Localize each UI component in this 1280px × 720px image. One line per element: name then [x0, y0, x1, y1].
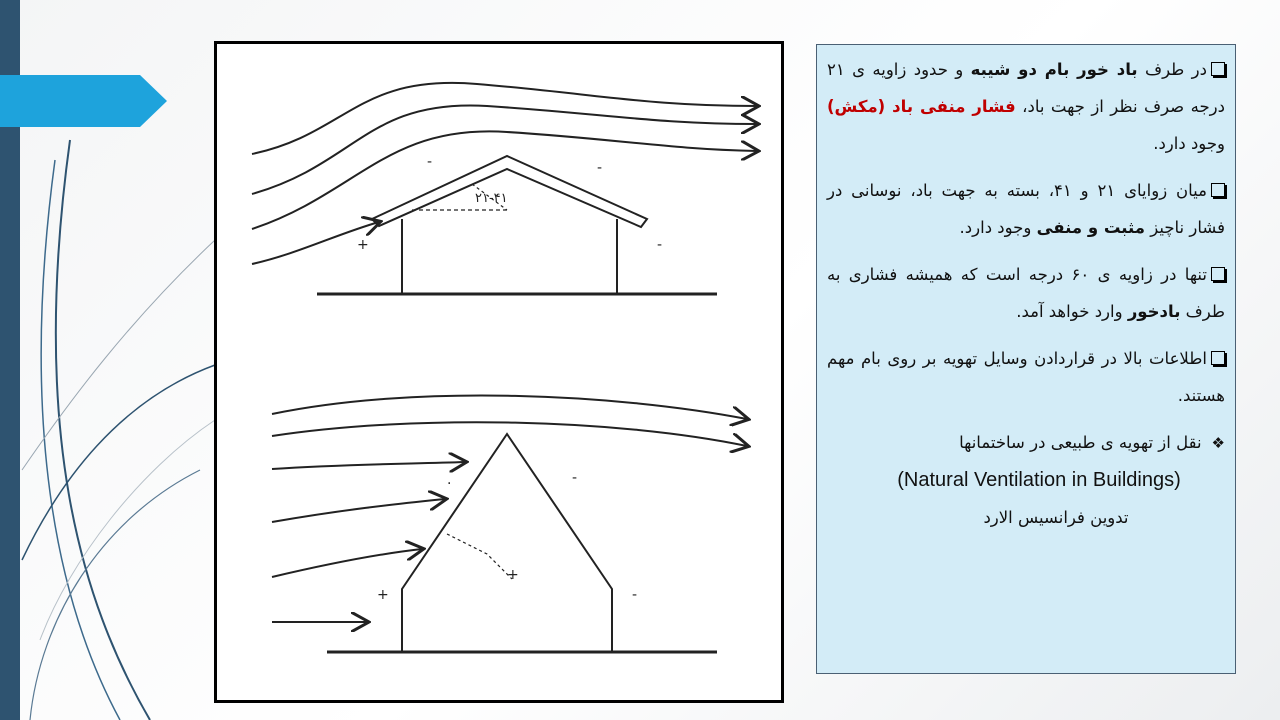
- paragraph-text: و حدود زاویه ی ۲۱ درجه صرف نظر از جهت باد،: [827, 60, 1225, 116]
- pressure-sign: -: [572, 470, 578, 486]
- gable-roof: [372, 156, 647, 227]
- bullet-list: [827, 51, 1225, 414]
- bullet-paragraph: [827, 256, 1225, 330]
- pressure-sign: -: [657, 237, 663, 253]
- wind-streamline: [272, 422, 747, 446]
- pressure-sign: +: [507, 567, 519, 583]
- wind-pressure-figure: [214, 41, 784, 703]
- paragraph-text: فشار منفی باد (مکش): [827, 97, 1016, 116]
- source-title: نقل از تهویه ی طبیعی در ساختمانها: [959, 433, 1202, 452]
- pressure-sign: -: [632, 587, 638, 603]
- checkbox-bullet-icon: [1211, 62, 1225, 76]
- source-citation: [827, 424, 1225, 536]
- pressure-sign: .: [447, 472, 452, 488]
- wind-streamline: [252, 83, 757, 154]
- wind-streamline: [252, 105, 757, 194]
- paragraph-text: وجود دارد.: [1153, 134, 1225, 153]
- diamond-bullet-icon: ❖: [1211, 434, 1225, 452]
- bullet-paragraph: [827, 340, 1225, 414]
- pressure-sign: +: [357, 237, 369, 253]
- source-english-title: (Natural Ventilation in Buildings): [897, 469, 1181, 491]
- paragraph-text: باد خور بام دو شیبه: [970, 60, 1138, 79]
- checkbox-bullet-icon: [1211, 183, 1225, 197]
- bullet-paragraph: [827, 172, 1225, 246]
- paragraph-text: تنها در زاویه ی ۶۰ درجه است که همیشه فشاری به طرف: [827, 265, 1225, 321]
- wind-streamline: [252, 131, 757, 229]
- steep-roof-house: [402, 434, 612, 652]
- pressure-sign: -: [427, 154, 433, 170]
- checkbox-bullet-icon: [1211, 351, 1225, 365]
- checkbox-bullet-icon: [1211, 267, 1225, 281]
- bullet-paragraph: [827, 51, 1225, 162]
- paragraph-text: وارد خواهد آمد.: [1016, 302, 1128, 321]
- title-arrow-tab: [0, 75, 167, 127]
- wind-streamline: [272, 549, 422, 577]
- paragraph-text: مثبت و منفی: [1036, 218, 1145, 237]
- explanation-box: [816, 44, 1236, 674]
- roof-angle-label: ۲۱-۴۱: [475, 191, 508, 206]
- paragraph-text: میان زوایای ۲۱ و ۴۱، بسته به جهت باد، نوسانی در فشار ناچیز: [827, 181, 1225, 237]
- paragraph-text: اطلاعات بالا در قراردادن وسایل تهویه بر روی بام مهم هستند.: [827, 349, 1225, 405]
- pressure-sign: -: [597, 160, 603, 176]
- paragraph-text: بادخور: [1127, 302, 1181, 321]
- wind-streamline: [272, 395, 747, 419]
- pressure-sign: +: [377, 587, 389, 603]
- wind-diagram: [217, 44, 781, 700]
- wind-streamline: [272, 462, 465, 469]
- wind-streamline: [272, 499, 445, 522]
- paragraph-text: در طرف: [1137, 60, 1207, 79]
- paragraph-text: وجود دارد.: [959, 218, 1037, 237]
- source-author: تدوین فرانسیس الارد: [983, 508, 1129, 527]
